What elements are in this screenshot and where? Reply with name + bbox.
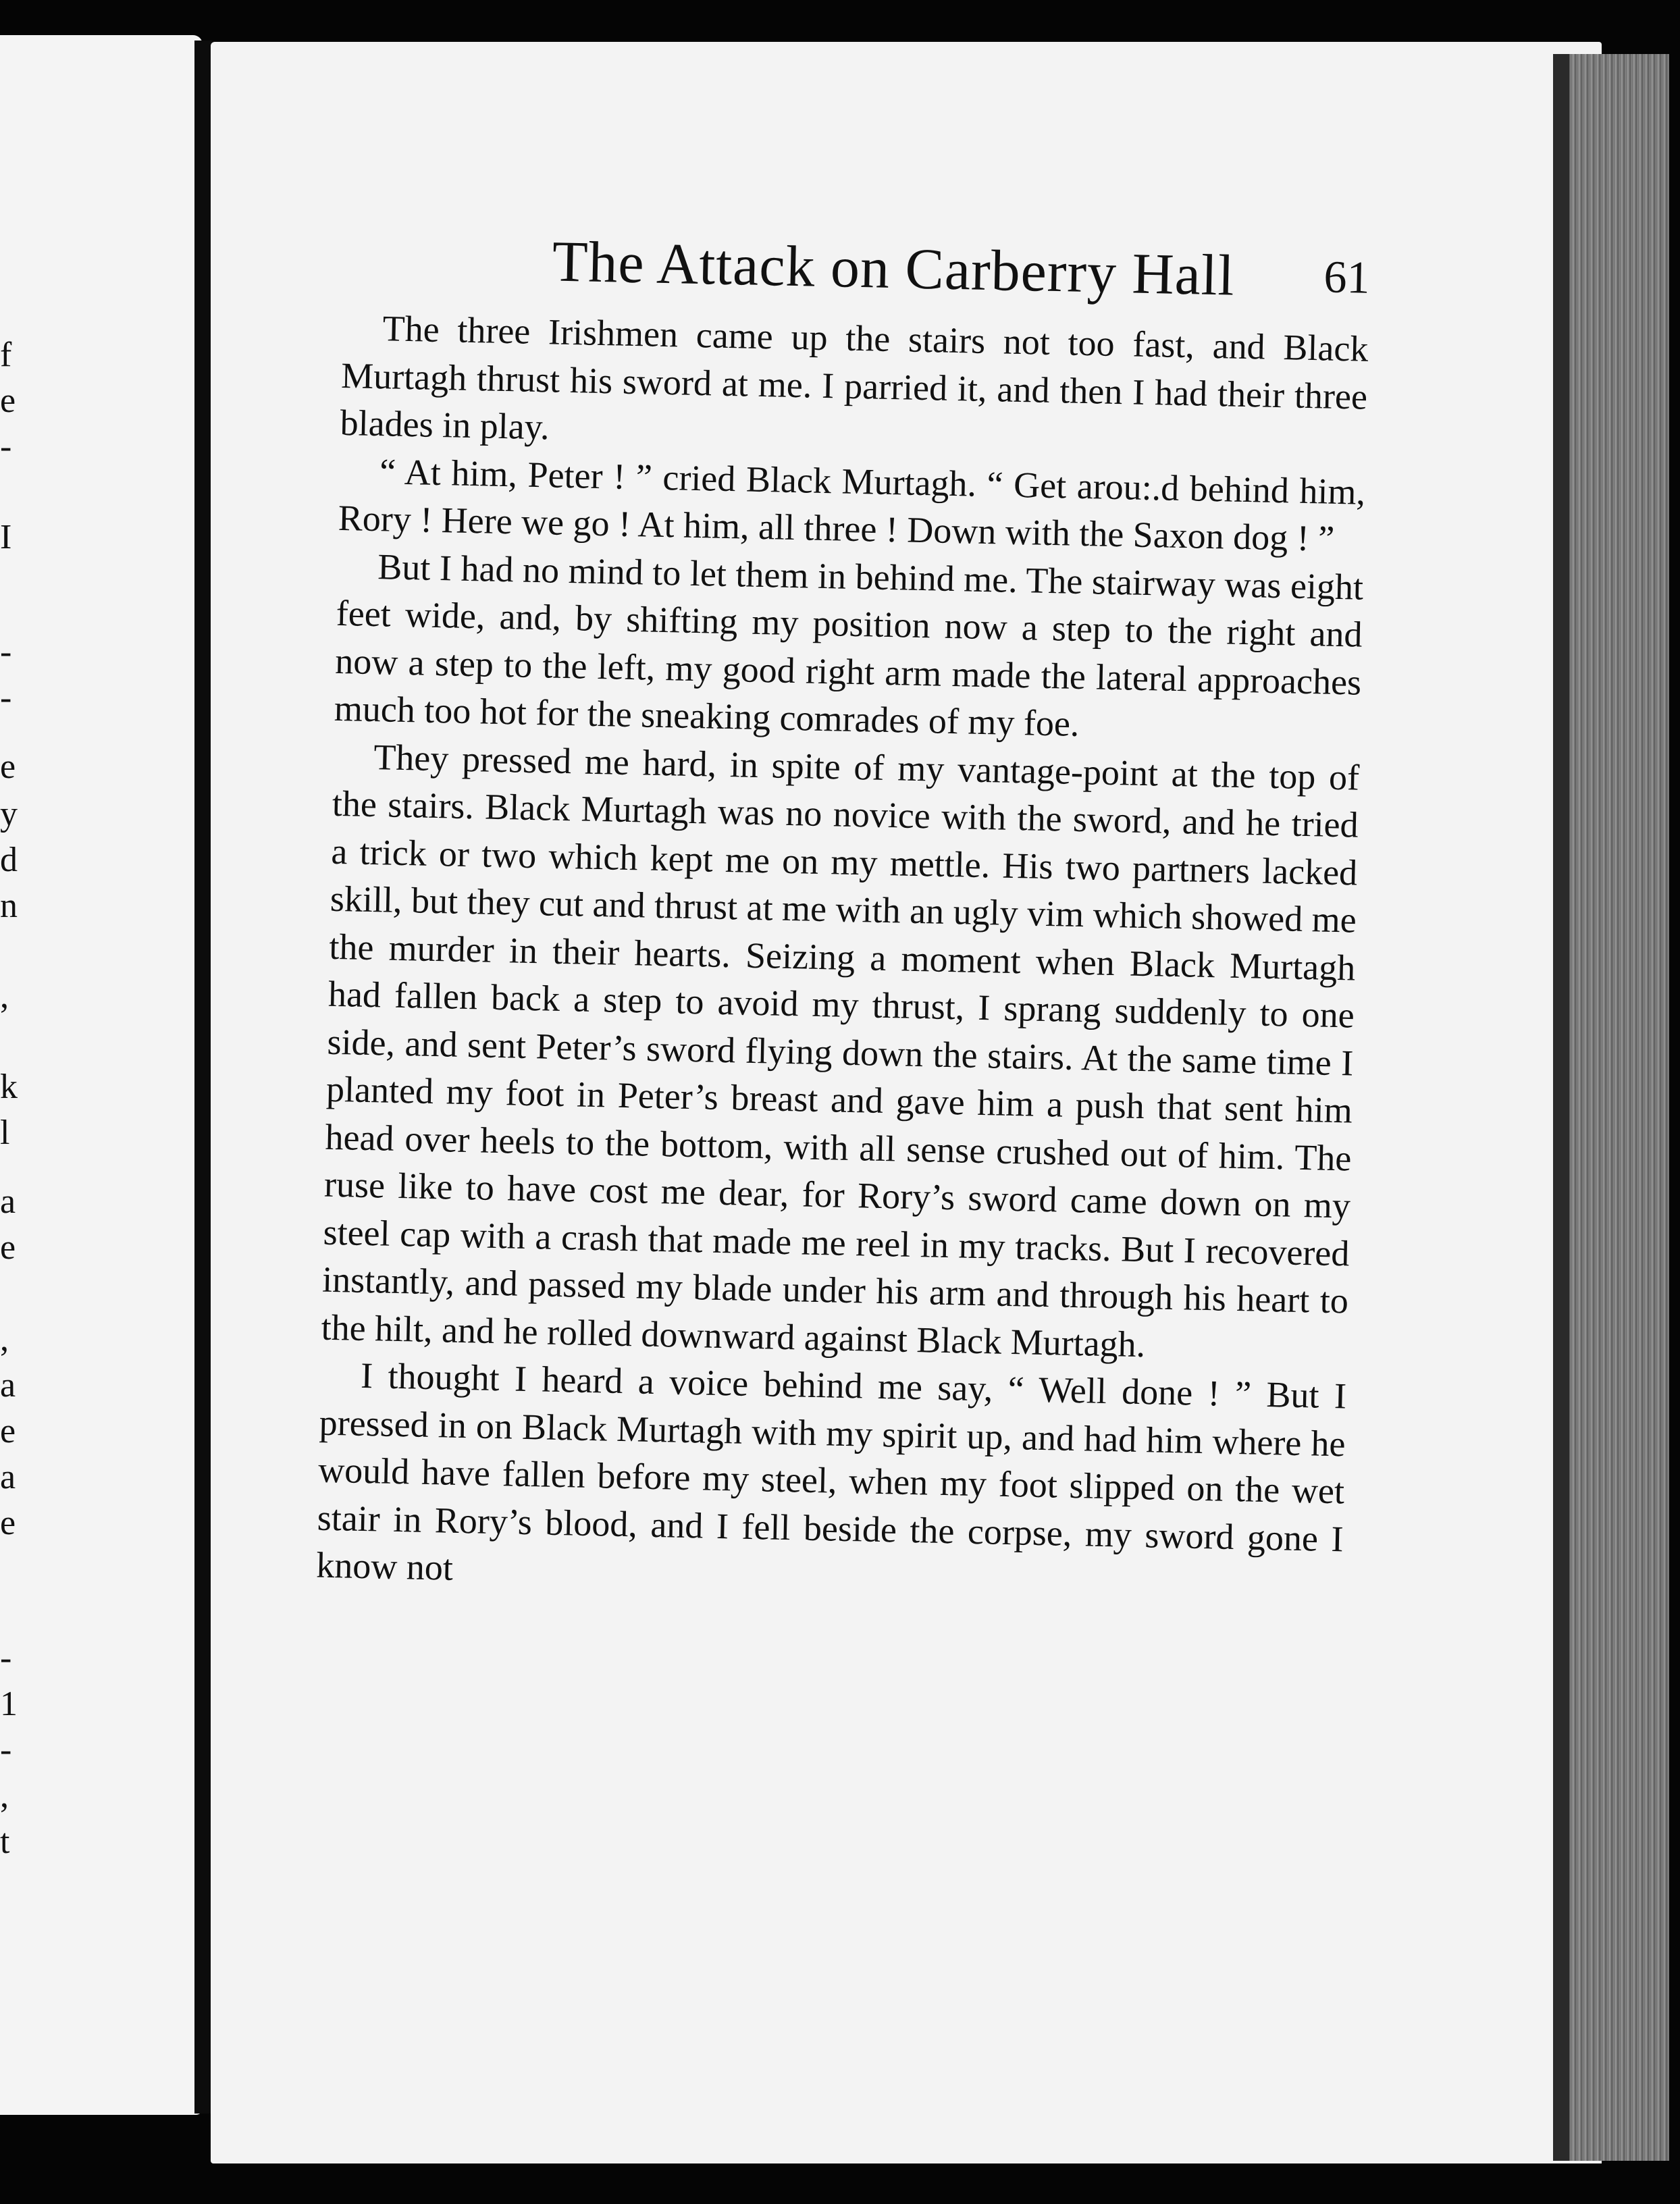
fragment: 1 [0,1685,18,1723]
fragment: a [0,1458,16,1496]
fragment: d [0,841,18,879]
page-edge-shadow [1553,54,1569,2161]
fragment: e [0,1504,16,1542]
fragment: - [0,679,12,717]
paragraph: “ At him, Peter ! ” cried Black Murtagh. “ Get arou:.d behind him, Rory ! Here we go ! At him, all three ! Down with the Saxon dog ! ” [338,450,1366,559]
paragraph: The three Irishmen came up the stairs not too fast, and Black Murtagh thrust his sword at me. I parried it, and then I had their three blades in play. [340,308,1369,448]
facing-page-left [0,35,203,2115]
fragment: - [0,1639,12,1677]
fragment: n [0,887,18,925]
page-content [316,223,1371,1610]
fragment: a [0,1366,16,1405]
fragment: e [0,1228,16,1267]
running-title: The Attack on Carberry Hall [551,228,1236,308]
fragment: - [0,633,12,671]
fragment: - [0,427,12,466]
fragment: t [0,1822,10,1861]
fragment: I [0,518,12,556]
fragment: y [0,795,18,833]
fragment: l [0,1113,10,1152]
paragraph: But I had no mind to let them in behind me. The stairway was eight feet wide, and, by shifting my position now a step to the right and now a step to the left, my good right arm made the lateral approaches much too hot for the sneaking comrades of my foe. [334,546,1364,744]
fragment: a [0,1182,16,1221]
book-gutter [194,41,212,2114]
page-edges [1553,54,1669,2161]
page-number: 61 [1323,251,1371,303]
body-text [316,304,1369,1610]
fragment: k [0,1068,18,1106]
fragment: - [0,1731,12,1769]
fragment: e [0,1412,16,1450]
fragment: f [0,336,12,374]
paragraph: I thought I heard a voice behind me say, “ Well done ! ” But I pressed in on Black Murtagh with my spirit up, and had him where he would have fallen before my steel, when my foot slipped on the wet stair in Rory’s blood, and I fell beside the corpse, my sword gone I know not [315,1355,1347,1588]
fragment: e [0,382,16,420]
fragment: , [0,1777,9,1815]
fragment: , [0,1320,9,1359]
paragraph: They pressed me hard, in spite of my vantage-point at the top of the stairs. Black Murtagh was no novice with the sword, and he tried a trick or two which kept me on my mettle. His two partners lacked skill, but they cut and thrust at me with an ugly vim which showed me the murder in their hearts. Seizing a moment when Black Murtagh had fallen back a step to avoid my thrust, I sprang suddenly to one side, and sent Peter’s sword flying down the stairs. At the same time I planted my foot in Peter’s breast and gave him a push that sent him head over heels to the bottom, with all sense crushed out of him. The ruse like to have cost me dear, for Rory’s sword came down on my steel cap with a crash that made me reel in my tracks. But I recovered instantly, and passed my blade under his arm and through his heart to the hilt, and he rolled downward against Black Murtagh. [321,736,1360,1365]
fragment: e [0,747,16,786]
fragment: , [0,977,9,1016]
